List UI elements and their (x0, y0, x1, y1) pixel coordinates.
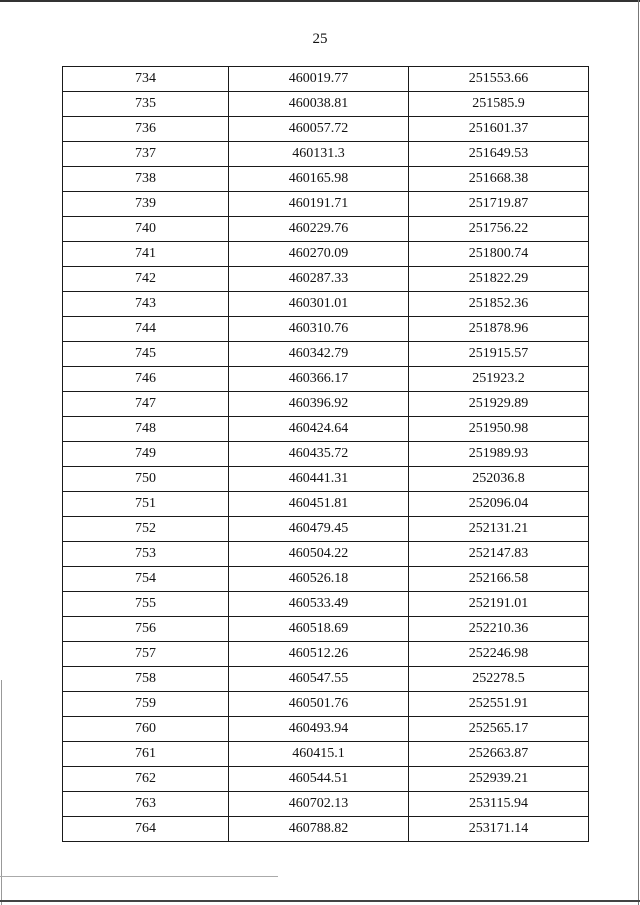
x-coordinate-cell: 460493.94 (229, 717, 409, 742)
table-row (63, 367, 589, 392)
x-coordinate-cell: 460544.51 (229, 767, 409, 792)
x-coordinate-cell: 460310.76 (229, 317, 409, 342)
x-coordinate-cell: 460479.45 (229, 517, 409, 542)
x-coordinate-cell: 460165.98 (229, 167, 409, 192)
x-coordinate-cell: 460526.18 (229, 567, 409, 592)
y-coordinate-cell: 251601.37 (409, 117, 589, 142)
y-coordinate-cell: 251585.9 (409, 92, 589, 117)
scan-edge-left (1, 680, 2, 905)
table-row (63, 617, 589, 642)
x-coordinate-cell: 460504.22 (229, 542, 409, 567)
point-number-cell: 762 (63, 767, 229, 792)
point-number-cell: 751 (63, 492, 229, 517)
x-coordinate-cell: 460501.76 (229, 692, 409, 717)
point-number-cell: 763 (63, 792, 229, 817)
footer-rule (0, 876, 278, 877)
scan-edge-right (638, 0, 639, 905)
table-row (63, 792, 589, 817)
point-number-cell: 737 (63, 142, 229, 167)
y-coordinate-cell: 251800.74 (409, 242, 589, 267)
x-coordinate-cell: 460342.79 (229, 342, 409, 367)
point-number-cell: 741 (63, 242, 229, 267)
y-coordinate-cell: 252939.21 (409, 767, 589, 792)
y-coordinate-cell: 251878.96 (409, 317, 589, 342)
y-coordinate-cell: 252278.5 (409, 667, 589, 692)
point-number-cell: 739 (63, 192, 229, 217)
table-row (63, 492, 589, 517)
table-row (63, 242, 589, 267)
point-number-cell: 734 (63, 67, 229, 92)
point-number-cell: 745 (63, 342, 229, 367)
x-coordinate-cell: 460038.81 (229, 92, 409, 117)
x-coordinate-cell: 460396.92 (229, 392, 409, 417)
y-coordinate-cell: 251923.2 (409, 367, 589, 392)
table-row (63, 417, 589, 442)
x-coordinate-cell: 460451.81 (229, 492, 409, 517)
table-row (63, 317, 589, 342)
table-row (63, 692, 589, 717)
point-number-cell: 735 (63, 92, 229, 117)
y-coordinate-cell: 252166.58 (409, 567, 589, 592)
table-row (63, 717, 589, 742)
y-coordinate-cell: 251649.53 (409, 142, 589, 167)
y-coordinate-cell: 251929.89 (409, 392, 589, 417)
x-coordinate-cell: 460057.72 (229, 117, 409, 142)
point-number-cell: 761 (63, 742, 229, 767)
scan-edge-bottom (0, 900, 640, 902)
y-coordinate-cell: 252191.01 (409, 592, 589, 617)
table-row (63, 92, 589, 117)
point-number-cell: 754 (63, 567, 229, 592)
y-coordinate-cell: 251553.66 (409, 67, 589, 92)
x-coordinate-cell: 460441.31 (229, 467, 409, 492)
y-coordinate-cell: 252210.36 (409, 617, 589, 642)
point-number-cell: 757 (63, 642, 229, 667)
point-number-cell: 753 (63, 542, 229, 567)
point-number-cell: 758 (63, 667, 229, 692)
table-row (63, 192, 589, 217)
point-number-cell: 744 (63, 317, 229, 342)
table-row (63, 592, 589, 617)
table-row (63, 267, 589, 292)
table-row (63, 767, 589, 792)
point-number-cell: 760 (63, 717, 229, 742)
table-row (63, 667, 589, 692)
table-row (63, 117, 589, 142)
table-row (63, 542, 589, 567)
y-coordinate-cell: 251756.22 (409, 217, 589, 242)
y-coordinate-cell: 252565.17 (409, 717, 589, 742)
x-coordinate-cell: 460229.76 (229, 217, 409, 242)
x-coordinate-cell: 460366.17 (229, 367, 409, 392)
point-number-cell: 748 (63, 417, 229, 442)
table-row (63, 442, 589, 467)
scan-edge-top (0, 0, 640, 2)
point-number-cell: 759 (63, 692, 229, 717)
x-coordinate-cell: 460518.69 (229, 617, 409, 642)
y-coordinate-cell: 252096.04 (409, 492, 589, 517)
table-row (63, 217, 589, 242)
x-coordinate-cell: 460191.71 (229, 192, 409, 217)
point-number-cell: 742 (63, 267, 229, 292)
x-coordinate-cell: 460788.82 (229, 817, 409, 842)
table-row (63, 567, 589, 592)
point-number-cell: 746 (63, 367, 229, 392)
page-number: 25 (312, 31, 328, 47)
x-coordinate-cell: 460301.01 (229, 292, 409, 317)
table-row (63, 392, 589, 417)
x-coordinate-cell: 460702.13 (229, 792, 409, 817)
table-row (63, 642, 589, 667)
table-row (63, 67, 589, 92)
x-coordinate-cell: 460547.55 (229, 667, 409, 692)
point-number-cell: 764 (63, 817, 229, 842)
point-number-cell: 743 (63, 292, 229, 317)
table-row (63, 167, 589, 192)
y-coordinate-cell: 251852.36 (409, 292, 589, 317)
y-coordinate-cell: 252147.83 (409, 542, 589, 567)
y-coordinate-cell: 251719.87 (409, 192, 589, 217)
y-coordinate-cell: 253171.14 (409, 817, 589, 842)
point-number-cell: 749 (63, 442, 229, 467)
point-number-cell: 738 (63, 167, 229, 192)
point-number-cell: 752 (63, 517, 229, 542)
y-coordinate-cell: 251950.98 (409, 417, 589, 442)
x-coordinate-cell: 460019.77 (229, 67, 409, 92)
x-coordinate-cell: 460435.72 (229, 442, 409, 467)
table-row (63, 342, 589, 367)
table-row (63, 467, 589, 492)
coordinates-table (62, 66, 589, 842)
y-coordinate-cell: 253115.94 (409, 792, 589, 817)
point-number-cell: 755 (63, 592, 229, 617)
x-coordinate-cell: 460533.49 (229, 592, 409, 617)
y-coordinate-cell: 252246.98 (409, 642, 589, 667)
x-coordinate-cell: 460512.26 (229, 642, 409, 667)
x-coordinate-cell: 460287.33 (229, 267, 409, 292)
y-coordinate-cell: 251668.38 (409, 167, 589, 192)
point-number-cell: 747 (63, 392, 229, 417)
y-coordinate-cell: 251822.29 (409, 267, 589, 292)
table-row (63, 817, 589, 842)
point-number-cell: 756 (63, 617, 229, 642)
table-row (63, 517, 589, 542)
table-row (63, 742, 589, 767)
y-coordinate-cell: 251989.93 (409, 442, 589, 467)
point-number-cell: 740 (63, 217, 229, 242)
point-number-cell: 750 (63, 467, 229, 492)
x-coordinate-cell: 460131.3 (229, 142, 409, 167)
x-coordinate-cell: 460270.09 (229, 242, 409, 267)
coordinates-table-body (63, 67, 589, 842)
y-coordinate-cell: 252036.8 (409, 467, 589, 492)
x-coordinate-cell: 460424.64 (229, 417, 409, 442)
point-number-cell: 736 (63, 117, 229, 142)
y-coordinate-cell: 252131.21 (409, 517, 589, 542)
y-coordinate-cell: 251915.57 (409, 342, 589, 367)
y-coordinate-cell: 252663.87 (409, 742, 589, 767)
x-coordinate-cell: 460415.1 (229, 742, 409, 767)
y-coordinate-cell: 252551.91 (409, 692, 589, 717)
table-row (63, 292, 589, 317)
table-row (63, 142, 589, 167)
